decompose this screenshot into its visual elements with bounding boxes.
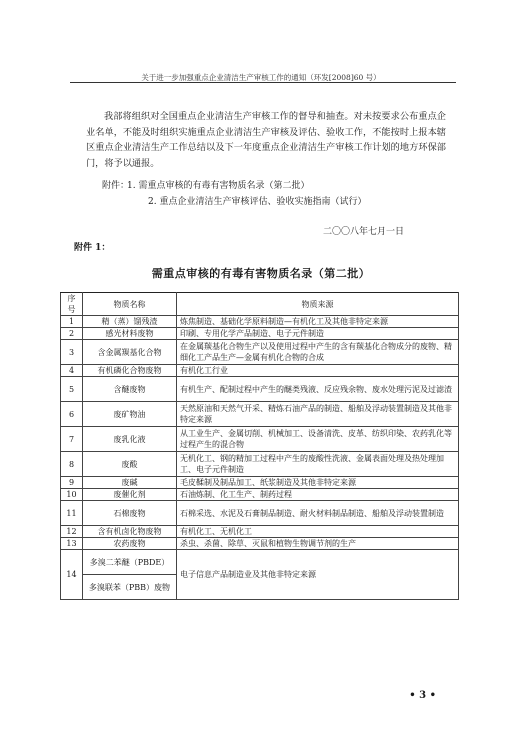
page-number: • 3 • bbox=[409, 690, 436, 701]
row-name: 废酸 bbox=[83, 452, 177, 477]
body-paragraph: 我部将组织对全国重点企业清洁生产审核工作的督导和抽查。对未按要求公布重点企业名单，不能及时组织实施重点企业清洁生产审核及评估、验收工作，不能按时上报本辖区重点企业清洁生产工作总结以及下一年度重点企业清洁生产审核工作计划的地方环保部门，将予以通报。 bbox=[86, 111, 446, 169]
row-source: 印刷、专用化学产品制造、电子元件制造 bbox=[177, 328, 459, 340]
row-source: 无机化工、钢的精加工过程中产生的废酸性洗液、金属表面处理及热处理加工、电子元件制造 bbox=[177, 452, 459, 477]
row-source: 从工业生产、金属切削、机械加工、设备清洗、皮革、纺织印染、农药乳化等过程产生的混合物 bbox=[177, 427, 459, 452]
row-no: 4 bbox=[61, 365, 83, 377]
table-row bbox=[61, 477, 459, 489]
row-no: 5 bbox=[61, 377, 83, 402]
row-no: 2 bbox=[61, 328, 83, 340]
row-name: 石棉废物 bbox=[83, 501, 177, 526]
annex-label: 附件 1： bbox=[74, 243, 111, 253]
table-row bbox=[61, 340, 459, 365]
row-name: 含有机卤化物废物 bbox=[83, 526, 177, 538]
running-header: 关于进一步加强重点企业清洁生产审核工作的通知（环发[2008]60 号） bbox=[141, 73, 381, 82]
row-name: 精（蒸）馏残渣 bbox=[83, 316, 177, 328]
row-no: 10 bbox=[61, 489, 83, 501]
row-source: 杀虫、杀菌、除草、灭鼠和植物生物调节剂的生产 bbox=[177, 538, 459, 550]
row-name: 农药废物 bbox=[83, 538, 177, 550]
row-name: 含金属羰基化合物 bbox=[83, 340, 177, 365]
row-name: 感光材料废物 bbox=[83, 328, 177, 340]
row-no: 7 bbox=[61, 427, 83, 452]
header-seq: 序号 bbox=[61, 293, 83, 316]
row-name-pbde: 多溴二苯醚（PBDE） bbox=[83, 550, 177, 575]
table-row bbox=[61, 316, 459, 328]
row-source: 石棉采选、水泥及石膏制品制造、耐火材料制品制造、船舶及浮动装置制造 bbox=[177, 501, 459, 526]
attachment-item-1: 1. 需重点审核的有毒有害物质名录（第二批） bbox=[127, 181, 310, 191]
row-no: 3 bbox=[61, 340, 83, 365]
row-no: 14 bbox=[61, 550, 83, 600]
row-source: 在金属羰基化合物生产以及使用过程中产生的含有羰基化合物成分的废物、精细化工产品生产—金属有机化合物的合成 bbox=[177, 340, 459, 365]
row-source: 电子信息产品制造业及其他非特定来源 bbox=[177, 550, 459, 600]
attachments-label: 附件： bbox=[102, 181, 130, 191]
row-no: 1 bbox=[61, 316, 83, 328]
table-row bbox=[61, 526, 459, 538]
row-name: 含醚废物 bbox=[83, 377, 177, 402]
row-source: 天然原油和天然气开采、精炼石油产品的制造、船舶及浮动装置制造及其他非特定来源 bbox=[177, 402, 459, 427]
row-source: 毛皮鞣制及制品加工、纸浆制造及其他非特定来源 bbox=[177, 477, 459, 489]
issue-date: 二〇〇八年七月一日 bbox=[322, 227, 404, 237]
table-row bbox=[61, 501, 459, 526]
row-source: 炼焦制造、基础化学原料制造—有机化工及其他非特定来源 bbox=[177, 316, 459, 328]
row-no: 9 bbox=[61, 477, 83, 489]
header-name: 物质名称 bbox=[83, 293, 177, 316]
table-row bbox=[61, 538, 459, 550]
row-name: 废催化剂 bbox=[83, 489, 177, 501]
row-name: 废乳化液 bbox=[83, 427, 177, 452]
table-row bbox=[61, 402, 459, 427]
row-name: 废碱 bbox=[83, 477, 177, 489]
materials-table bbox=[60, 292, 459, 600]
row-name: 有机磷化合物废物 bbox=[83, 365, 177, 377]
row-no: 12 bbox=[61, 526, 83, 538]
table-row bbox=[61, 365, 459, 377]
row-source: 有机化工、无机化工 bbox=[177, 526, 459, 538]
table-row bbox=[61, 377, 459, 402]
row-source: 有机化工行业 bbox=[177, 365, 459, 377]
row-name-pbb: 多溴联苯（PBB）废物 bbox=[83, 575, 177, 600]
row-name: 废矿物油 bbox=[83, 402, 177, 427]
header-rule bbox=[70, 82, 456, 83]
row-no: 11 bbox=[61, 501, 83, 526]
header-source: 物质来源 bbox=[177, 293, 459, 316]
table-title: 需重点审核的有毒有害物质名录（第二批） bbox=[151, 267, 371, 280]
table-row bbox=[61, 427, 459, 452]
attachment-item-2: 2. 重点企业清洁生产审核评估、验收实施指南（试行） bbox=[148, 197, 367, 207]
table-row bbox=[61, 489, 459, 501]
row-no: 13 bbox=[61, 538, 83, 550]
row-no: 8 bbox=[61, 452, 83, 477]
table-row bbox=[61, 328, 459, 340]
table-row bbox=[61, 452, 459, 477]
table-row bbox=[61, 550, 459, 575]
row-no: 6 bbox=[61, 402, 83, 427]
row-source: 石油炼制、化工生产、制药过程 bbox=[177, 489, 459, 501]
row-source: 有机生产、配制过程中产生的醚类残液、反应残余物、废水处理污泥及过滤渣 bbox=[177, 377, 459, 402]
